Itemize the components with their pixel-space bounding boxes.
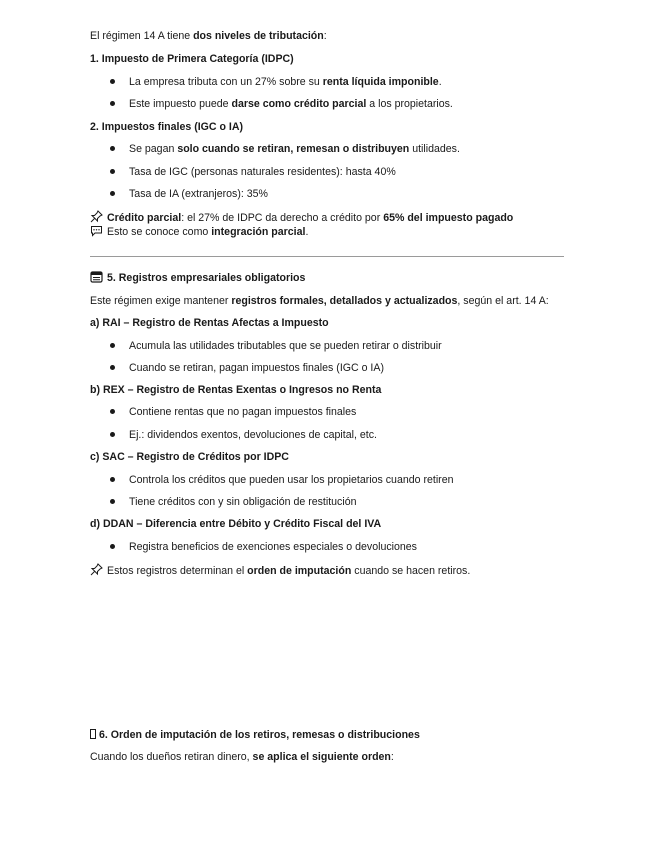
list-item: Controla los créditos que pueden usar los propietarios cuando retiren [129, 474, 454, 486]
note-credit: Crédito parcial: el 27% de IDPC da derecho a crédito por 65% del impuesto pagado [90, 210, 513, 225]
list-item: Tiene créditos con y sin obligación de restitución [129, 496, 357, 508]
list-item: Contiene rentas que no pagan impuestos finales [129, 406, 357, 418]
section-2-heading: 2. Impuestos finales (IGC o IA) [90, 121, 244, 133]
ledger-icon [90, 271, 103, 283]
divider [90, 256, 564, 257]
section-6-intro: Cuando los dueños retiran dinero, se aplica el siguiente orden: [90, 751, 394, 763]
bullet-dot [110, 499, 115, 504]
bullet-dot [110, 544, 115, 549]
rex-heading: b) REX – Registro de Rentas Exentas o Ingresos no Renta [90, 384, 382, 396]
bullet-dot [110, 146, 115, 151]
bullet-dot [110, 169, 115, 174]
list-item: Acumula las utilidades tributables que se pueden retirar o distribuir [129, 340, 442, 352]
bullet-dot [110, 343, 115, 348]
rai-heading: a) RAI – Registro de Rentas Afectas a Impuesto [90, 317, 329, 329]
list-item: Tasa de IGC (personas naturales residentes): hasta 40% [129, 166, 396, 178]
list-item: Tasa de IA (extranjeros): 35% [129, 188, 268, 200]
bullet-dot [110, 79, 115, 84]
missing-glyph-icon [90, 729, 96, 739]
list-item: Cuando se retiran, pagan impuestos finales (IGC o IA) [129, 362, 384, 374]
section-5-intro: Este régimen exige mantener registros formales, detallados y actualizados, según el art. 14 A: [90, 295, 549, 307]
ddan-heading: d) DDAN – Diferencia entre Débito y Crédito Fiscal del IVA [90, 518, 382, 530]
section-1-heading: 1. Impuesto de Primera Categoría (IDPC) [90, 53, 294, 65]
speech-bubble-icon [90, 225, 103, 237]
pushpin-icon [90, 563, 103, 576]
pushpin-icon [90, 210, 103, 223]
bullet-dot [110, 432, 115, 437]
list-item: Este impuesto puede darse como crédito parcial a los propietarios. [129, 98, 453, 110]
section-6-heading: 6. Orden de imputación de los retiros, remesas o distribuciones [90, 728, 420, 742]
bullet-dot [110, 191, 115, 196]
list-item: Se pagan solo cuando se retiran, remesan o distribuyen utilidades. [129, 143, 460, 155]
section-5-heading: 5. Registros empresariales obligatorios [90, 271, 305, 285]
bullet-dot [110, 101, 115, 106]
bullet-dot [110, 477, 115, 482]
bullet-dot [110, 365, 115, 370]
sac-heading: c) SAC – Registro de Créditos por IDPC [90, 451, 289, 463]
note-integration: Esto se conoce como integración parcial. [90, 225, 308, 239]
section-5-note: Estos registros determinan el orden de imputación cuando se hacen retiros. [90, 563, 470, 578]
bullet-dot [110, 409, 115, 414]
list-item: La empresa tributa con un 27% sobre su renta líquida imponible. [129, 76, 442, 88]
intro-paragraph: El régimen 14 A tiene dos niveles de tributación: [90, 30, 327, 42]
list-item: Registra beneficios de exenciones especiales o devoluciones [129, 541, 417, 553]
list-item: Ej.: dividendos exentos, devoluciones de capital, etc. [129, 429, 377, 441]
